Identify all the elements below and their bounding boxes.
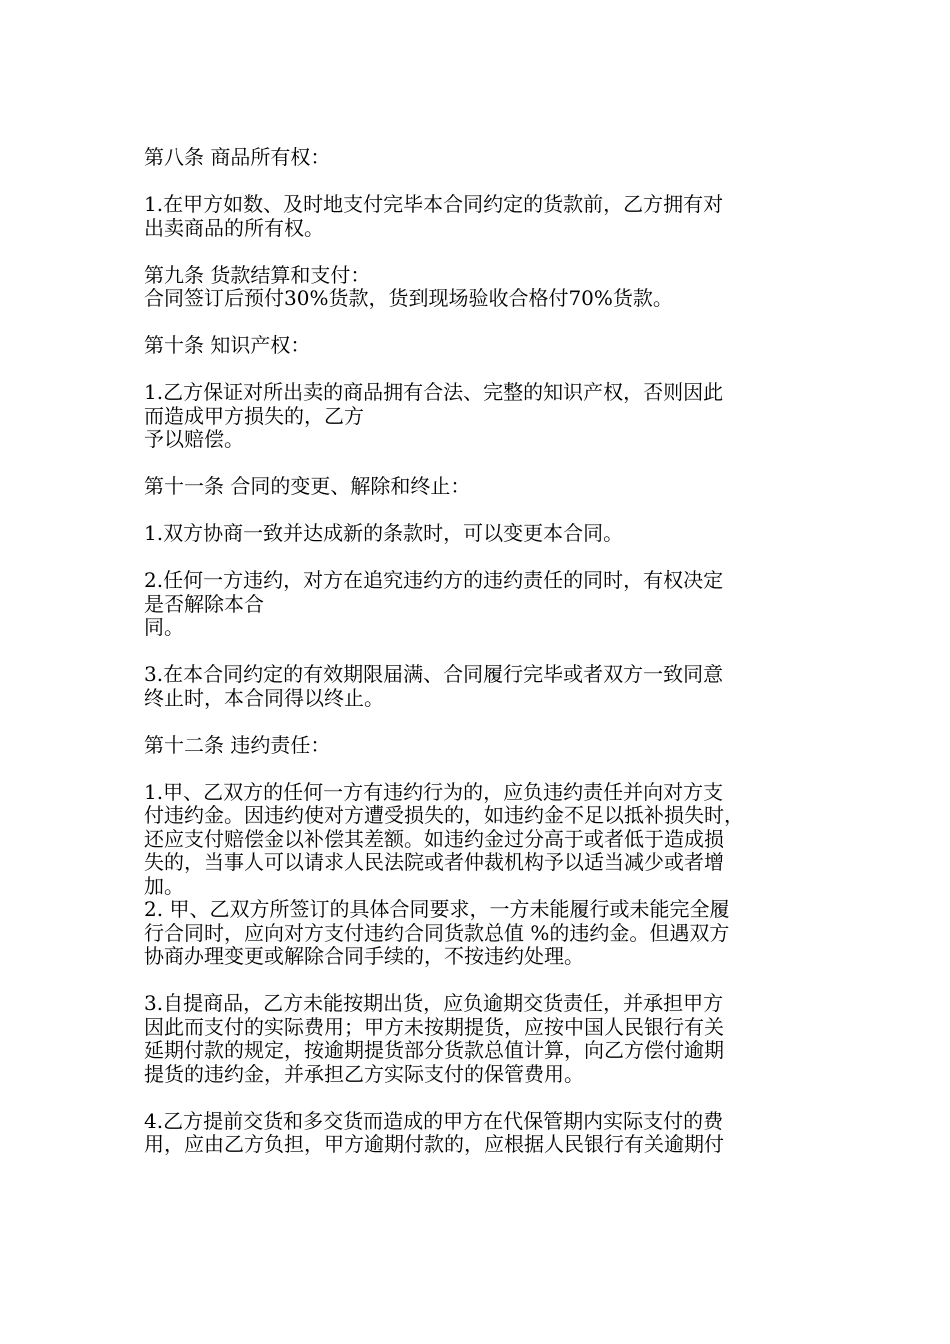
article-12-heading [144, 734, 824, 758]
article-8-heading-text: 第八条 商品所有权： [144, 145, 331, 169]
article-12-clause-1 [144, 781, 824, 899]
text-line: 延期付款的规定，按逾期提货部分货款总值计算，向乙方偿付逾期 [144, 1038, 724, 1062]
article-9-clause [144, 287, 824, 311]
article-12-clause-4 [144, 1110, 824, 1157]
text-line: 用，应由乙方负担，甲方逾期付款的，应根据人民银行有关逾期付 [144, 1132, 724, 1156]
text-line: 而造成甲方损失的，乙方 [144, 403, 364, 428]
text-line: 1.乙方保证对所出卖的商品拥有合法、完整的知识产权，否则因此 [144, 380, 724, 404]
article-10-heading [144, 334, 824, 358]
text-line: 同。 [144, 615, 184, 639]
text-line: 加。 [144, 873, 184, 898]
text-line: 予以赔偿。 [144, 427, 244, 451]
article-11-heading-text: 第十一条 合同的变更、解除和终止： [144, 474, 471, 498]
text-line: 3.在本合同约定的有效期限届满、合同履行完毕或者双方一致同意 [144, 662, 724, 686]
document-body [144, 146, 824, 1157]
article-10-heading-text: 第十条 知识产权： [144, 333, 311, 357]
text-line: 因此而支付的实际费用；甲方未按期提货，应按中国人民银行有关 [144, 1014, 724, 1039]
text-line: 出卖商品的所有权。 [144, 215, 324, 240]
article-12-heading-text: 第十二条 违约责任： [144, 732, 331, 757]
article-8-heading [144, 146, 824, 170]
text-line: 合同签订后预付30%货款，货到现场验收合格付70%货款。 [144, 286, 673, 310]
text-line: 提货的违约金，并承担乙方实际支付的保管费用。 [144, 1061, 584, 1086]
text-line: 2. 甲、乙双方所签订的具体合同要求，一方未能履行或未能完全履 [144, 897, 730, 921]
article-8-clause-1 [144, 193, 824, 240]
article-11-clause-1 [144, 522, 824, 546]
text-line: 失的，当事人可以请求人民法院或者仲裁机构予以适当减少或者增 [144, 850, 724, 874]
article-9-heading-text: 第九条 货款结算和支付： [144, 262, 371, 287]
text-line: 终止时，本合同得以终止。 [144, 685, 384, 710]
article-10-clause-1 [144, 381, 824, 452]
text-line: 是否解除本合 [144, 591, 264, 616]
text-line: 1.甲、乙双方的任何一方有违约行为的，应负违约责任并向对方支 [144, 779, 724, 804]
article-12-clause-3 [144, 992, 824, 1086]
article-11-clause-3 [144, 663, 824, 710]
text-line: 1.双方协商一致并达成新的条款时，可以变更本合同。 [144, 521, 624, 545]
text-line: 协商办理变更或解除合同手续的，不按违约处理。 [144, 944, 584, 968]
article-11-clause-2 [144, 569, 824, 640]
text-line: 1.在甲方如数、及时地支付完毕本合同约定的货款前，乙方拥有对 [144, 192, 724, 216]
article-12-clause-2 [144, 898, 824, 969]
text-line: 行合同时，应向对方支付违约合同货款总值 %的违约金。但遇双方 [144, 920, 730, 945]
text-line: 4.乙方提前交货和多交货而造成的甲方在代保管期内实际支付的费 [144, 1108, 724, 1133]
text-line: 还应支付赔偿金以补偿其差额。如违约金过分高于或者低于造成损 [144, 826, 724, 851]
text-line: 付违约金。因违约使对方遭受损失的，如违约金不足以抵补损失时， [144, 803, 744, 827]
text-line: 2.任何一方违约，对方在追究违约方的违约责任的同时，有权决定 [144, 568, 724, 592]
text-line: 3.自提商品，乙方未能按期出货，应负逾期交货责任，并承担甲方 [144, 991, 724, 1015]
article-11-heading [144, 475, 824, 499]
article-9-heading [144, 264, 824, 288]
